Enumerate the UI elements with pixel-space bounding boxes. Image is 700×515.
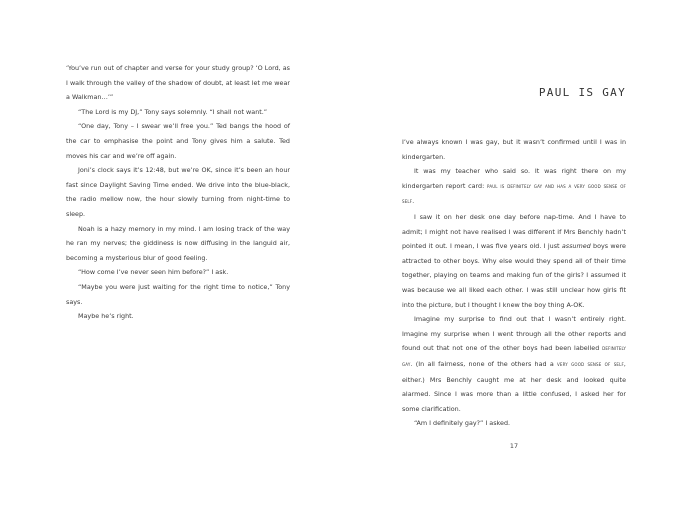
paragraph: I’ve always known I was gay, but it wasn’t confirmed until I was in kindergarten. bbox=[402, 138, 626, 161]
left-page bbox=[66, 0, 290, 515]
right-page bbox=[402, 0, 626, 515]
paragraph: “Maybe you were just waiting for the right time to notice,” Tony says. bbox=[66, 282, 290, 306]
small-caps-phrase: very good sense of self, bbox=[557, 360, 626, 368]
emphasis: assumed bbox=[561, 242, 591, 251]
chapter-title: PAUL IS GAY bbox=[538, 86, 626, 99]
paragraph bbox=[402, 312, 626, 416]
paragraph bbox=[402, 164, 626, 210]
paragraph: Maybe he’s right. bbox=[78, 312, 134, 321]
text-run: It was my teacher who said so. It was right there on my kindergarten report card: bbox=[402, 167, 626, 190]
text-run: Imagine my surprise to find out that I wasn’t entirely right. Imagine my surprise when I went through all the other reports and found out that not one of the other boys had been labelled bbox=[402, 315, 626, 353]
paragraph: ‘You’ve run out of chapter and verse for your study group? ‘O Lord, as I walk through the valley of the shadow of doubt, at least let me wear a Walkman…’” bbox=[66, 64, 290, 102]
paragraph: “How come I’ve never seen him before?” I ask. bbox=[78, 268, 229, 277]
right-page-text bbox=[402, 135, 626, 431]
text-run: I saw it on her desk one day before nap-time. And I have to admit; I might not have realised I was different if Mrs Benchly hadn’t pointed it out. I mean, I was five years old. I just bbox=[402, 212, 626, 251]
paragraph: “Am I definitely gay?” I asked. bbox=[414, 419, 511, 428]
paragraph bbox=[402, 210, 626, 312]
paragraph: Noah is a hazy memory in my mind. I am losing track of the way he ran my nerves; the giddiness is now diffusing in the languid air, becoming a mysterious blur of good feeling. bbox=[66, 224, 290, 262]
report-card-quote: paul is definitely gay and has a very good sense of self. bbox=[402, 182, 626, 206]
text-run: (In all fairness, none of the others had a bbox=[415, 359, 554, 368]
text-run: boys were attracted to other boys. Why else would they spend all of their time together, playing on teams and making fun of the girls? I assumed it was because we all liked each other. I was still unclear how girls fit into the picture, but I thought I knew the boy thing A-OK. bbox=[402, 242, 626, 309]
text-run: either.) Mrs Benchly caught me at her desk and looked quite alarmed. Since I was more than a little confused, I asked her for some clarification. bbox=[402, 375, 626, 413]
paragraph: “The Lord is my DJ,” Tony says solemnly. “I shall not want.” bbox=[78, 107, 268, 116]
page-number: 17 bbox=[509, 442, 519, 450]
small-caps-phrase: definitely gay. bbox=[402, 345, 626, 368]
paragraph: “One day, Tony – I swear we’ll free you.” Ted bangs the hood of the car to emphasise the point and Tony gives him a salute. Ted moves his car and we’re off again. bbox=[66, 122, 290, 160]
paragraph: Joni’s clock says it’s 12:48, but we’re OK, since it’s been an hour fast since Daylight Saving Time ended. We drive into the blue-black, the radio mellow now, the hour slowly turning from night-time to sleep. bbox=[66, 166, 290, 218]
left-page-text bbox=[66, 61, 290, 324]
